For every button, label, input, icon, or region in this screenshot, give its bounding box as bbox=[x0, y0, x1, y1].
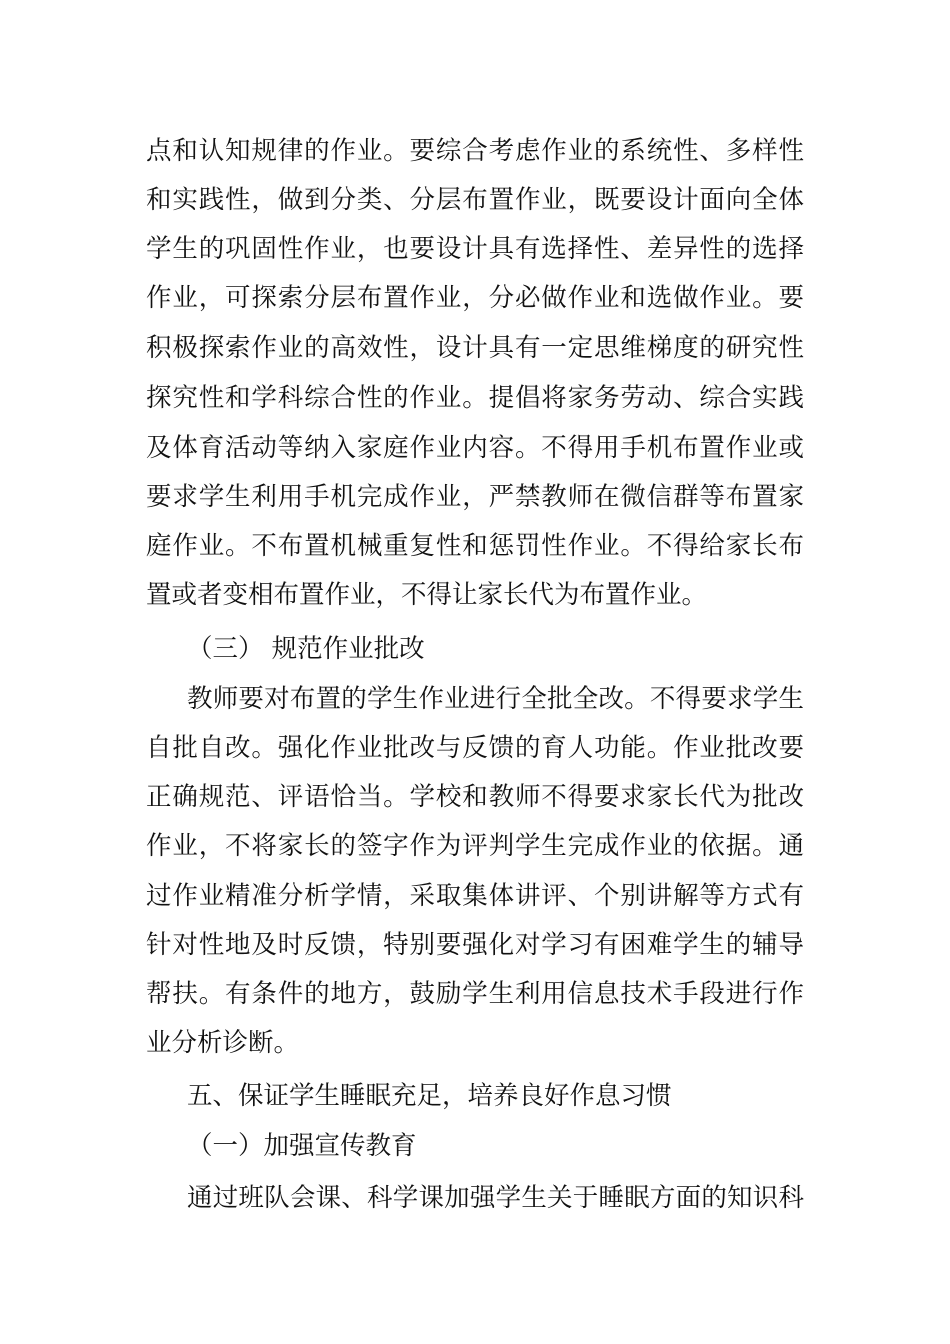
paragraph-line: 庭作业。不布置机械重复性和惩罚性作业。不得给家长布 bbox=[146, 531, 804, 561]
paragraph-line: 学生的巩固性作业，也要设计具有选择性、差异性的选择 bbox=[146, 234, 804, 264]
paragraph-line: 针对性地及时反馈，特别要强化对学习有困难学生的辅导 bbox=[146, 930, 804, 960]
paragraph-line: 教师要对布置的学生作业进行全批全改。不得要求学生 bbox=[187, 684, 804, 714]
paragraph-line: 要求学生利用手机完成作业，严禁教师在微信群等布置家 bbox=[146, 482, 804, 512]
paragraph-line: 作业，可探索分层布置作业，分必做作业和选做作业。要 bbox=[146, 283, 804, 313]
paragraph-line: 点和认知规律的作业。要综合考虑作业的系统性、多样性 bbox=[146, 136, 804, 166]
paragraph-line: 置或者变相布置作业，不得让家长代为布置作业。 bbox=[146, 580, 708, 610]
paragraph-line: 业分析诊断。 bbox=[146, 1028, 300, 1058]
section-heading-3: （三） 规范作业批改 bbox=[187, 634, 425, 664]
paragraph-line: 作业，不将家长的签字作为评判学生完成作业的依据。通 bbox=[146, 831, 804, 861]
section-5-heading: 五、保证学生睡眠充足，培养良好作息习惯 bbox=[187, 1081, 672, 1111]
paragraph-line: 积极探索作业的高效性，设计具有一定思维梯度的研究性 bbox=[146, 333, 804, 363]
paragraph-line: 及体育活动等纳入家庭作业内容。不得用手机布置作业或 bbox=[146, 433, 804, 463]
paragraph-line: 通过班队会课、科学课加强学生关于睡眠方面的知识科 bbox=[187, 1183, 804, 1213]
paragraph-line: 自批自改。强化作业批改与反馈的育人功能。作业批改要 bbox=[146, 733, 804, 763]
paragraph-line: 帮扶。有条件的地方，鼓励学生利用信息技术手段进行作 bbox=[146, 979, 804, 1009]
paragraph-line: 正确规范、评语恰当。学校和教师不得要求家长代为批改 bbox=[146, 782, 804, 812]
subheading-1: （一）加强宣传教育 bbox=[187, 1131, 417, 1161]
paragraph-line: 和实践性，做到分类、分层布置作业，既要设计面向全体 bbox=[146, 185, 804, 215]
paragraph-line: 探究性和学科综合性的作业。提倡将家务劳动、综合实践 bbox=[146, 383, 804, 413]
paragraph-line: 过作业精准分析学情，采取集体讲评、个别讲解等方式有 bbox=[146, 881, 804, 911]
